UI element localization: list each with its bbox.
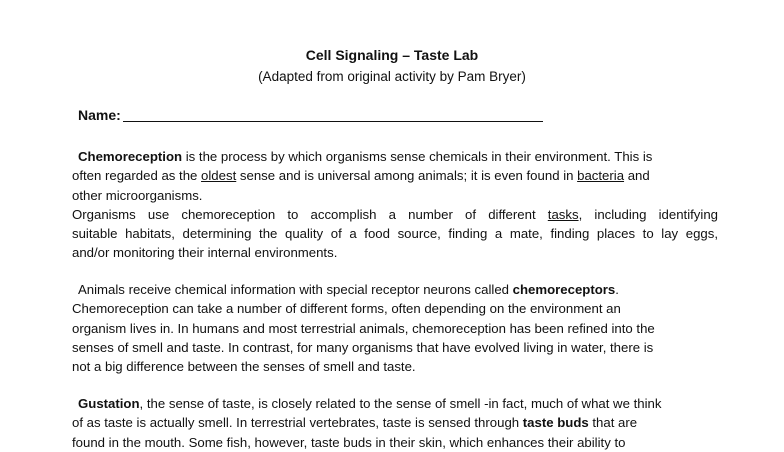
p1-line-1: Chemoreception is the process by which organisms sense chemicals in their environment. This is: [78, 149, 653, 164]
p1-line-5: suitable habitats, determining the quality of a food source, finding a mate, finding places to lay eggs,: [72, 226, 718, 242]
p3-line-1: Gustation, the sense of taste, is closely related to the sense of smell -in fact, much of what we think: [78, 396, 662, 411]
link-tasks[interactable]: tasks: [547, 206, 579, 222]
p2-line-4: senses of smell and taste. In contrast, for many organisms that have evolved living in water, there is: [72, 339, 654, 355]
p1-line-2: often regarded as the oldest sense and is universal among animals; it is even found in bacteria and: [72, 168, 650, 184]
term-taste-buds: taste buds: [522, 415, 589, 431]
term-gustation: Gustation: [78, 396, 140, 411]
name-field[interactable]: [78, 107, 543, 123]
paragraph-gustation: [72, 394, 718, 452]
p2-line-2: Chemoreception can take a number of different forms, often depending on the environment an: [72, 301, 621, 317]
p1-line-3: other microorganisms.: [72, 187, 203, 203]
paragraph-chemoreceptors: [72, 280, 718, 376]
term-chemoreception: Chemoreception: [78, 149, 183, 164]
p3-line-3: found in the mouth. Some fish, however, taste buds in their skin, which enhances their ability to: [72, 434, 626, 450]
link-oldest[interactable]: oldest: [201, 168, 237, 184]
paragraph-chemoreception: [72, 147, 718, 263]
page-subtitle: (Adapted from original activity by Pam Bryer): [258, 69, 526, 84]
term-chemoreceptors: chemoreceptors: [512, 282, 616, 297]
p1-line-6: and/or monitoring their internal environments.: [72, 245, 338, 261]
page-title: Cell Signaling – Taste Lab: [305, 47, 479, 63]
name-blank-line[interactable]: [123, 107, 543, 122]
name-label: Name:: [78, 107, 121, 123]
p1-line-4: Organisms use chemoreception to accomplish a number of different tasks, including identifying: [72, 206, 718, 222]
p2-line-1: Animals receive chemical information with special receptor neurons called chemoreceptors.: [78, 282, 619, 297]
link-bacteria[interactable]: bacteria: [577, 168, 625, 184]
p2-line-3: organism lives in. In humans and most terrestrial animals, chemoreception has been refined into the: [72, 320, 655, 336]
p2-line-5: not a big difference between the senses of smell and taste.: [72, 359, 416, 375]
p3-line-2: of as taste is actually smell. In terrestrial vertebrates, taste is sensed through taste buds that are: [72, 415, 638, 431]
